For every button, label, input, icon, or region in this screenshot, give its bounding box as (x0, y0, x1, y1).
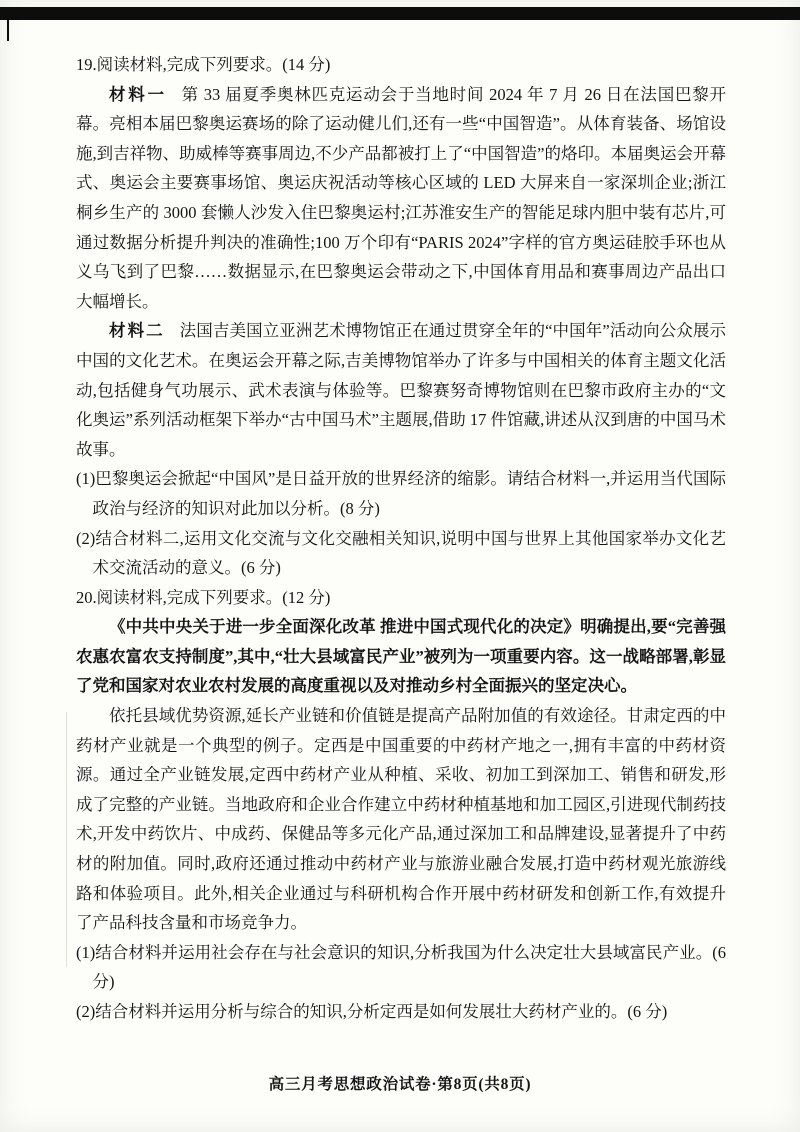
question-20-part-2: (2)结合材料并运用分析与综合的知识,分析定西是如何发展壮大药材产业的。(6 分) (76, 1002, 668, 1021)
question-19-part-2: (2)结合材料二,运用文化交流与文化交融相关知识,说明中国与世界上其他国家举办文化艺术交流活动的意义。(6 分) (76, 528, 726, 578)
scan-fold-line (66, 712, 67, 967)
material-1-text: 第 33 届夏季奥林匹克运动会于当地时间 2024 年 7 月 26 日在法国巴黎开幕。亮相本届巴黎奥运赛场的除了运动健儿们,还有一些“中国智造”。从体育装备、场馆设施,到吉祥物、助威棒等赛事周边,不少产品都被打上了“中国智造”的烙印。本届奥运会开幕式、奥运会主要赛事场馆、奥运庆祝活动等核心区域的 LED 大屏来自一家深圳企业;浙江桐乡生产的 3000 套懒人沙发入住巴黎奥运村;江苏淮安生产的智能足球内胆中装有芯片,可通过数据分析提升判决的准确性;100 万个印有“PARIS 2024”字样的官方奥运硅胶手环也从义乌飞到了巴黎……数据显示,在巴黎奥运会带动之下,中国体育用品和赛事周边产品出口大幅增长。 (76, 84, 727, 311)
scan-edge-artifact-top (0, 7, 800, 20)
question-20-heading: 20.阅读材料,完成下列要求。(12 分) (76, 587, 331, 607)
page-footer: 高三月考思想政治试卷·第8页(共8页) (268, 1076, 532, 1093)
question-19 (76, 50, 726, 583)
question-19-part-1: (1)巴黎奥运会掀起“中国风”是日益开放的世界经济的缩影。请结合材料一,并运用当代国际政治与经济的知识对此加以分析。(8 分) (76, 469, 726, 518)
question-20-intro: 《中共中央关于进一步全面深化改革 推进中国式现代化的决定》明确提出,要“完善强农惠农富农支持制度”,其中,“壮大县域富民产业”被列为一项重要内容。这一战略部署,彰显了党和国家对农业农村发展的高度重视以及对推动乡村全面振兴的坚定决心。 (76, 617, 726, 696)
question-20-part-1: (1)结合材料并运用社会存在与社会意识的知识,分析我国为什么决定壮大县域富民产业。(6分) (76, 942, 726, 992)
material-2-text: 法国吉美国立亚洲艺术博物馆正在通过贯穿全年的“中国年”活动向公众展示中国的文化艺术。在奥运会开幕之际,吉美博物馆举办了许多与中国相关的体育主题文化活动,包括健身气功展示、武术表演与体验等。巴黎赛努奇博物馆则在巴黎市政府主办的“文化奥运”系列活动框架下举办“古中国马术”主题展,借助 17 件馆藏,讲述从汉到唐的中国马术故事。 (76, 321, 726, 459)
question-19-heading: 19.阅读材料,完成下列要求。(14 分) (76, 55, 331, 74)
material-1-label: 材料一 (109, 84, 167, 104)
exam-content (76, 50, 726, 1027)
scan-edge-artifact-left (7, 7, 9, 41)
question-20 (76, 583, 726, 1027)
question-20-material: 依托县域优势资源,延长产业链和价值链是提高产品附加值的有效途径。甘肃定西的中药材产业就是一个典型的例子。定西是中国重要的中药材产地之一,拥有丰富的中药材资源。通过全产业链发展,定西中药材产业从种植、采收、初加工到深加工、销售和研发,形成了完整的产业链。当地政府和企业合作建立中药材种植基地和加工园区,引进现代制药技术,开发中药饮片、中成药、保健品等多元化产品,通过深加工和品牌建设,显著提升了中药材的附加值。同时,政府还通过推动中药材产业与旅游业融合发展,打造中药材观光旅游线路和体验项目。此外,相关企业通过与科研机构合作开展中药材研发和创新工作,有效提升了产品科技含量和市场竞争力。 (76, 706, 726, 933)
material-2-label: 材料二 (109, 321, 165, 341)
question-19-material-1 (76, 80, 726, 317)
question-19-material-2 (76, 316, 726, 464)
